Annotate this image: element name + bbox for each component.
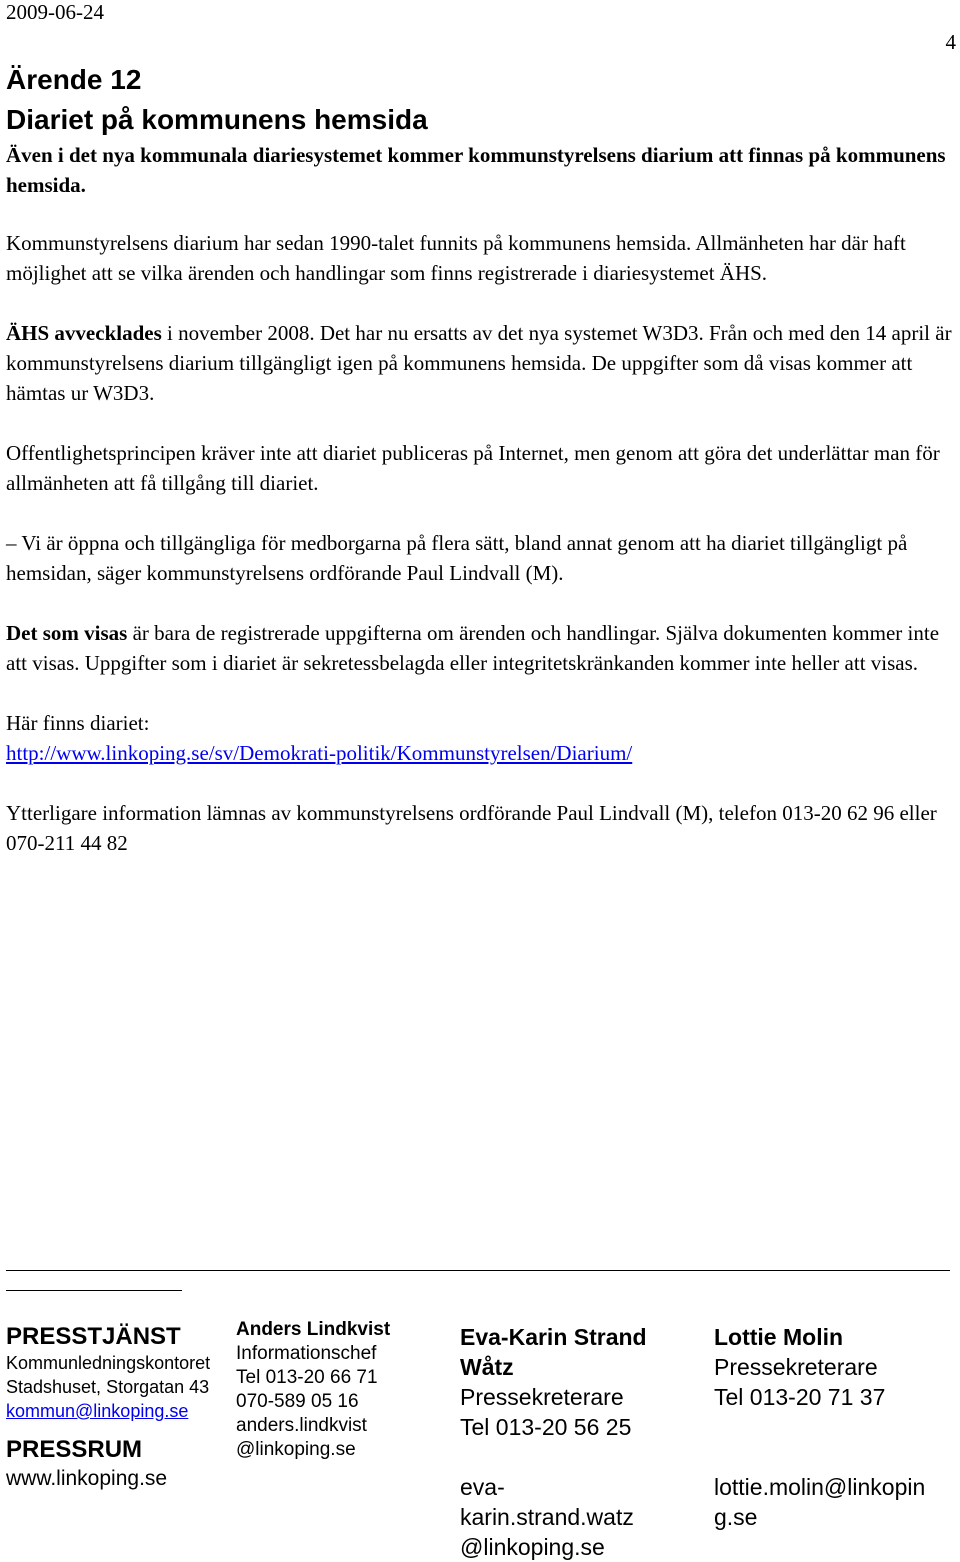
article-lead: Även i det nya kommunala diariesystemet kommer kommunstyrelsens diarium att finnas på kommunens hemsida. [6,143,946,197]
footer-contact-lottie [714,1322,954,1532]
diarium-link[interactable]: http://www.linkoping.se/sv/Demokrati-politik/Kommunstyrelsen/Diarium/ [6,741,633,765]
contact-email-line3: @linkoping.se [460,1534,605,1560]
paragraph-2-text: i november 2008. Det har nu ersatts av det nya systemet W3D3. Från och med den 14 april är kommunstyrelsens diarium tillgängligt igen på kommunens hemsida. De uppgifter som då visas kommer att hämtas ur W3D3. [6,321,952,405]
article-title: Diariet på kommunens hemsida [6,104,428,135]
article-heading [6,60,428,140]
contact-name-line2: Wåtz [460,1354,514,1380]
paragraph-3: Offentlighetsprincipen kräver inte att diariet publiceras på Internet, men genom att göra det underlättar man för allmänheten att få tillgång till diariet. [6,441,940,495]
footer-contact-anders [236,1318,390,1462]
article-body [6,228,954,888]
footer-divider [6,1270,950,1271]
contact-mobile: 070-589 05 16 [236,1391,359,1412]
contact-name-line1: Eva-Karin Strand [460,1324,647,1350]
article-title-case: Ärende 12 [6,64,142,95]
page-number: 4 [945,30,956,54]
paragraph-5-text: är bara de registrerade uppgifterna om ärenden och handlingar. Själva dokumenten kommer inte att visas. Uppgifter som i diariet är sekretessbelagda eller integritetskränkanden kommer inte heller att visas. [6,621,940,675]
contact-role: Informationschef [236,1343,377,1364]
contact-tel: Tel 013-20 71 37 [714,1384,886,1410]
footer-contact-eva-karin [460,1322,670,1562]
paragraph-2-bold: ÄHS avvecklades [6,321,162,345]
pressrum-heading: PRESSRUM [6,1436,143,1463]
contact-email-line1: lottie.molin@linkopin [714,1474,926,1500]
presstjanst-heading: PRESSTJÄNST [6,1323,181,1350]
presstjanst-address: Stadshuset, Storgatan 43 [6,1377,210,1397]
footer-presstjanst [6,1322,210,1493]
contact-name: Anders Lindkvist [236,1319,391,1340]
paragraph-4: – Vi är öppna och tillgängliga för medborgarna på flera sätt, bland annat genom att ha diariet tillgängligt på hemsidan, säger kommunstyrelsens ordförande Paul Lindvall (M). [6,531,908,585]
paragraph-5 [6,618,954,678]
paragraph-5-bold: Det som visas [6,621,128,645]
contact-role: Pressekreterare [714,1354,878,1380]
pressrum-web: www.linkoping.se [6,1467,168,1490]
contact-role: Pressekreterare [460,1384,624,1410]
contact-email-line1: eva- [460,1474,505,1500]
contact-email-line2: g.se [714,1504,758,1530]
paragraph-2 [6,318,954,408]
contact-name: Lottie Molin [714,1324,844,1350]
contact-email-line1: anders.lindkvist [236,1415,367,1436]
contact-email-line2: karin.strand.watz [460,1504,634,1530]
contact-tel: Tel 013-20 56 25 [460,1414,632,1440]
presstjanst-email-link[interactable]: kommun@linkoping.se [6,1401,189,1421]
document-date: 2009-06-24 [6,0,104,24]
diarium-label: Här finns diariet: [6,711,150,735]
presstjanst-org: Kommunledningskontoret [6,1353,211,1373]
contact-email-line2: @linkoping.se [236,1439,356,1460]
paragraph-1: Kommunstyrelsens diarium har sedan 1990-talet funnits på kommunens hemsida. Allmänheten har där haft möjlighet att se vilka ärenden och handlingar som finns registrerade i diariesystemet ÄHS. [6,231,906,285]
footer-divider-short [6,1290,182,1291]
paragraph-7: Ytterligare information lämnas av kommunstyrelsens ordförande Paul Lindvall (M), telefon 013-20 62 96 eller 070-211 44 82 [6,801,937,855]
paragraph-6 [6,708,954,768]
contact-tel: Tel 013-20 66 71 [236,1367,378,1388]
